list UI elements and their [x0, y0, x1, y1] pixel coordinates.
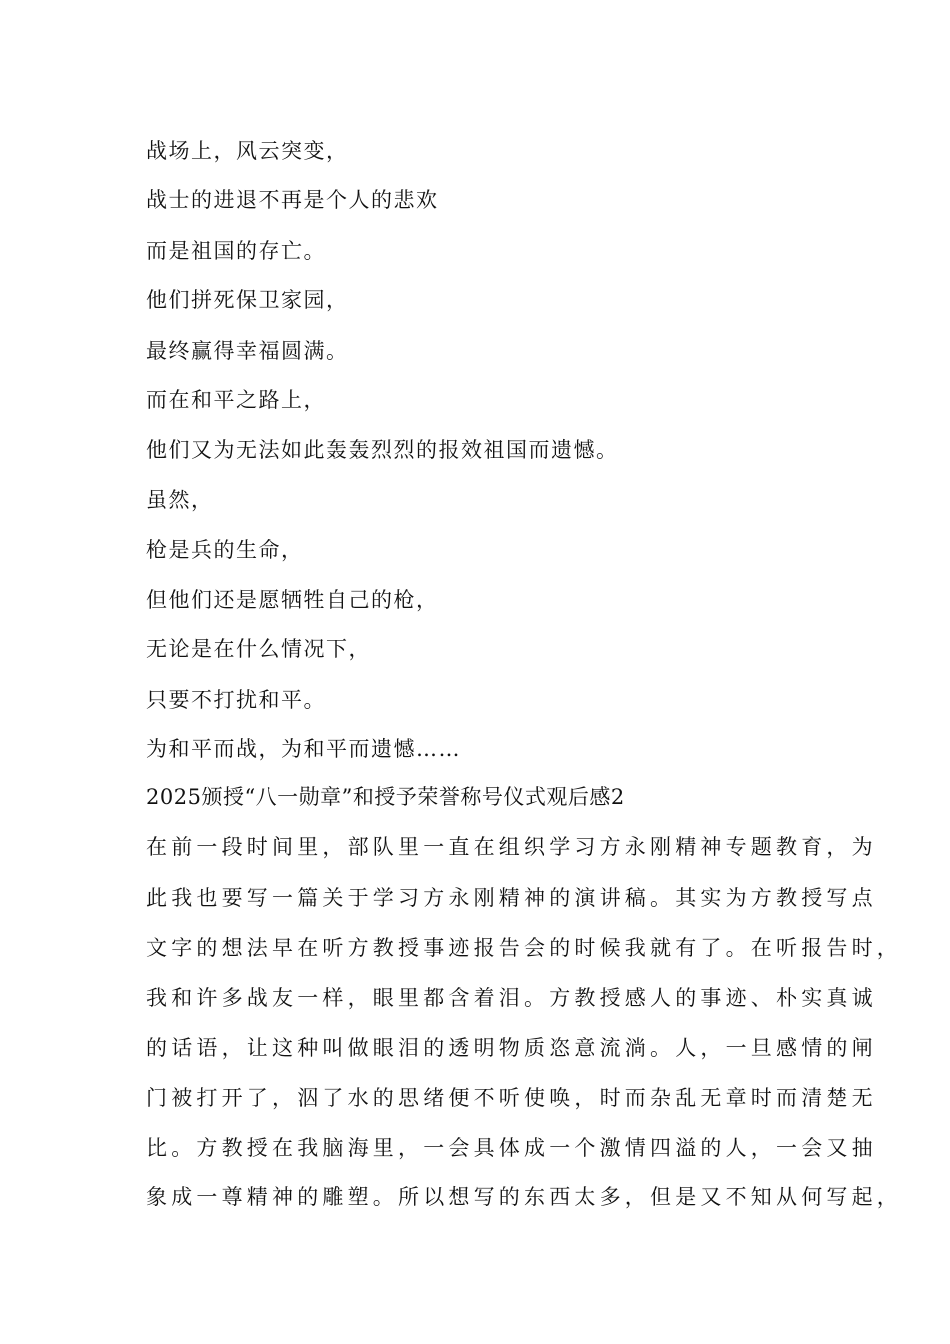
paragraph-line: 象成一尊精神的雕塑。所以想写的东西太多，但是又不知从何写起，	[146, 1185, 902, 1209]
paragraph-line: 的话语，让这种叫做眼泪的透明物质恣意流淌。人，一旦感情的闸	[146, 1036, 877, 1060]
paragraph-line: 比。方教授在我脑海里，一会具体成一个激情四溢的人，一会又抽	[146, 1136, 877, 1160]
poem-line: 为和平而战，为和平而遗憾……	[146, 737, 461, 761]
poem-line: 最终赢得幸福圆满。	[146, 339, 349, 363]
paragraph-line: 在前一段时间里，部队里一直在组织学习方永刚精神专题教育，为	[146, 835, 877, 859]
poem-line: 而在和平之路上，	[146, 388, 326, 412]
paragraph-line: 门被打开了，泅了水的思绪便不听使唤，时而杂乱无章时而清楚无	[146, 1086, 877, 1110]
poem-line: 战场上，风云突变，	[146, 139, 349, 163]
poem-line: 枪是兵的生命，	[146, 538, 304, 562]
poem-line: 只要不打扰和平。	[146, 688, 326, 712]
poem-line: 无论是在什么情况下，	[146, 637, 371, 661]
poem-line: 但他们还是愿牺牲自己的枪，	[146, 588, 439, 612]
poem-line: 他们拼死保卫家园，	[146, 288, 349, 312]
poem-line: 他们又为无法如此轰轰烈烈的报效祖国而遗憾。	[146, 438, 619, 462]
poem-line: 虽然，	[146, 488, 214, 512]
section-title: 2025颁授“八一勋章”和授予荣誉称号仪式观后感2	[146, 785, 625, 809]
paragraph-line: 我和许多战友一样，眼里都含着泪。方教授感人的事迹、朴实真诚	[146, 986, 877, 1010]
paragraph-line: 文字的想法早在听方教授事迹报告会的时候我就有了。在听报告时，	[146, 936, 902, 960]
poem-line: 战士的进退不再是个人的悲欢	[146, 188, 439, 212]
poem-line: 而是祖国的存亡。	[146, 239, 326, 263]
paragraph-line: 此我也要写一篇关于学习方永刚精神的演讲稿。其实为方教授写点	[146, 886, 877, 910]
